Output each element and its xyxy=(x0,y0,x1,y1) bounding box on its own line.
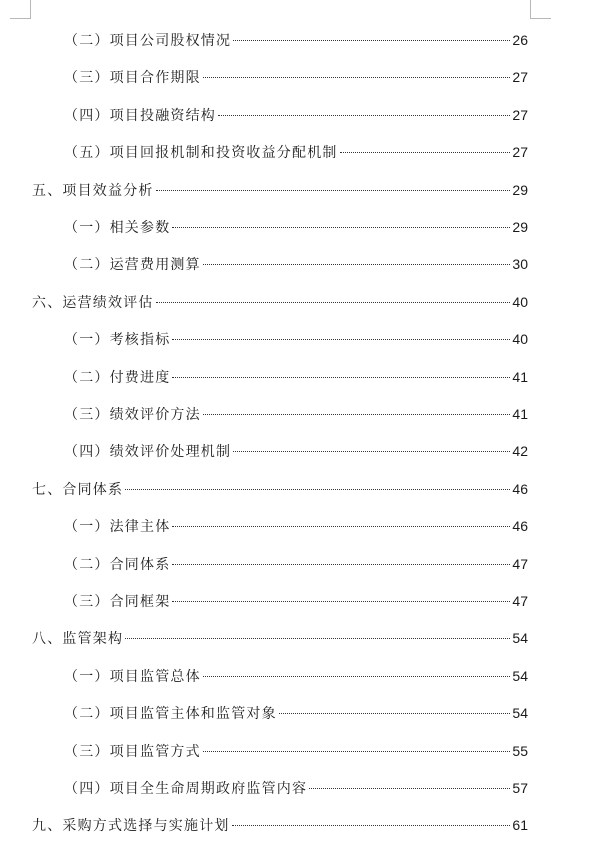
toc-entry[interactable] xyxy=(64,665,528,687)
toc-dot-leader xyxy=(279,713,511,714)
toc-dot-leader xyxy=(203,264,511,265)
toc-dot-leader xyxy=(203,751,511,752)
toc-entry[interactable] xyxy=(32,179,528,201)
toc-entry-page-number: 27 xyxy=(512,144,528,161)
toc-dot-leader xyxy=(203,414,511,415)
toc-entry-page-number: 40 xyxy=(512,293,528,310)
toc-entry[interactable] xyxy=(32,478,528,500)
toc-entry[interactable] xyxy=(64,141,528,163)
toc-entry-title: （四）绩效评价处理机制 xyxy=(64,444,232,461)
toc-entry[interactable] xyxy=(32,291,528,313)
toc-entry-page-number: 47 xyxy=(512,555,528,572)
toc-entry-page-number: 46 xyxy=(512,480,528,497)
toc-entry[interactable] xyxy=(64,216,528,238)
toc-dot-leader xyxy=(172,339,510,340)
toc-dot-leader xyxy=(125,638,510,639)
toc-entry-page-number: 54 xyxy=(512,705,528,722)
toc-entry-title: （四）项目全生命周期政府监管内容 xyxy=(64,781,308,797)
toc-entry-title: （三）项目合作期限 xyxy=(64,70,201,87)
toc-entry-title: 七、合同体系 xyxy=(32,481,124,498)
toc-entry-title: （二）付费进度 xyxy=(64,369,171,386)
toc-dot-leader xyxy=(203,77,511,78)
toc-entry-title: 八、监管架构 xyxy=(32,631,124,648)
toc-dot-leader xyxy=(309,788,510,789)
toc-entry-title: （二）合同体系 xyxy=(64,556,171,573)
toc-dot-leader xyxy=(340,152,511,153)
toc-entry[interactable] xyxy=(64,740,528,762)
toc-entry-title: （二）项目监管主体和监管对象 xyxy=(64,706,277,723)
toc-entry-page-number: 30 xyxy=(512,256,528,273)
toc-entry-page-number: 54 xyxy=(512,630,528,647)
toc-entry-page-number: 40 xyxy=(512,331,528,348)
toc-entry-page-number: 41 xyxy=(512,368,528,385)
toc-dot-leader xyxy=(172,564,510,565)
toc-entry-title: （二）运营费用测算 xyxy=(64,257,201,274)
toc-entry[interactable] xyxy=(64,366,528,388)
toc-entry[interactable] xyxy=(64,590,528,612)
toc-entry-title: （一）考核指标 xyxy=(64,332,171,349)
toc-entry-page-number: 29 xyxy=(512,219,528,235)
toc-entry-title: 九、采购方式选择与实施计划 xyxy=(32,818,230,835)
toc-entry[interactable] xyxy=(64,440,528,462)
toc-entry[interactable] xyxy=(64,403,528,425)
toc-entry[interactable] xyxy=(64,328,528,350)
toc-entry-title: （三）合同框架 xyxy=(64,594,171,610)
toc-entry-title: 五、项目效益分析 xyxy=(32,182,154,199)
toc-entry[interactable] xyxy=(64,66,528,88)
toc-dot-leader xyxy=(172,227,510,228)
toc-entry[interactable] xyxy=(64,702,528,724)
toc-entry-page-number: 61 xyxy=(512,817,528,834)
toc-entry-title: （二）项目公司股权情况 xyxy=(64,33,232,49)
toc-entry-title: 六、运营绩效评估 xyxy=(32,294,154,311)
toc-dot-leader xyxy=(232,825,511,826)
toc-entry-page-number: 41 xyxy=(512,406,528,422)
toc-dot-leader xyxy=(218,115,510,116)
toc-entry[interactable] xyxy=(32,627,528,649)
toc-entry[interactable] xyxy=(64,29,528,51)
toc-dot-leader xyxy=(233,40,510,41)
toc-dot-leader xyxy=(233,451,510,452)
toc-entry-page-number: 55 xyxy=(512,742,528,759)
toc-entry-title: （四）项目投融资结构 xyxy=(64,107,216,124)
toc-entry-title: （一）相关参数 xyxy=(64,220,171,236)
toc-dot-leader xyxy=(172,526,510,527)
toc-entry[interactable] xyxy=(64,515,528,537)
toc-entry-page-number: 47 xyxy=(512,593,528,609)
toc-entry[interactable] xyxy=(64,777,528,799)
toc-entry[interactable] xyxy=(64,104,528,126)
toc-entry-title: （一）项目监管总体 xyxy=(64,668,201,685)
toc-dot-leader xyxy=(125,489,510,490)
toc-entry-page-number: 26 xyxy=(512,32,528,48)
toc-entry[interactable] xyxy=(64,553,528,575)
toc-entry[interactable] xyxy=(64,253,528,275)
toc-entry-title: （一）法律主体 xyxy=(64,519,171,536)
crop-mark-right xyxy=(530,0,551,19)
toc-entry-page-number: 54 xyxy=(512,667,528,684)
toc-entry-page-number: 57 xyxy=(512,780,528,796)
toc-dot-leader xyxy=(156,190,511,191)
toc-dot-leader xyxy=(203,676,511,677)
crop-mark-left xyxy=(10,0,31,19)
toc-entry-title: （三）项目监管方式 xyxy=(64,743,201,760)
toc-entry-page-number: 42 xyxy=(512,443,528,460)
toc-dot-leader xyxy=(172,601,510,602)
toc-entry-page-number: 27 xyxy=(512,106,528,123)
toc-entry-page-number: 29 xyxy=(512,181,528,198)
toc-dot-leader xyxy=(156,302,511,303)
toc-dot-leader xyxy=(172,377,510,378)
toc-entry-page-number: 46 xyxy=(512,518,528,535)
toc-entry[interactable] xyxy=(32,814,528,836)
toc-entry-title: （三）绩效评价方法 xyxy=(64,407,201,423)
toc-entry-title: （五）项目回报机制和投资收益分配机制 xyxy=(64,145,338,162)
toc-entry-page-number: 27 xyxy=(512,69,528,86)
